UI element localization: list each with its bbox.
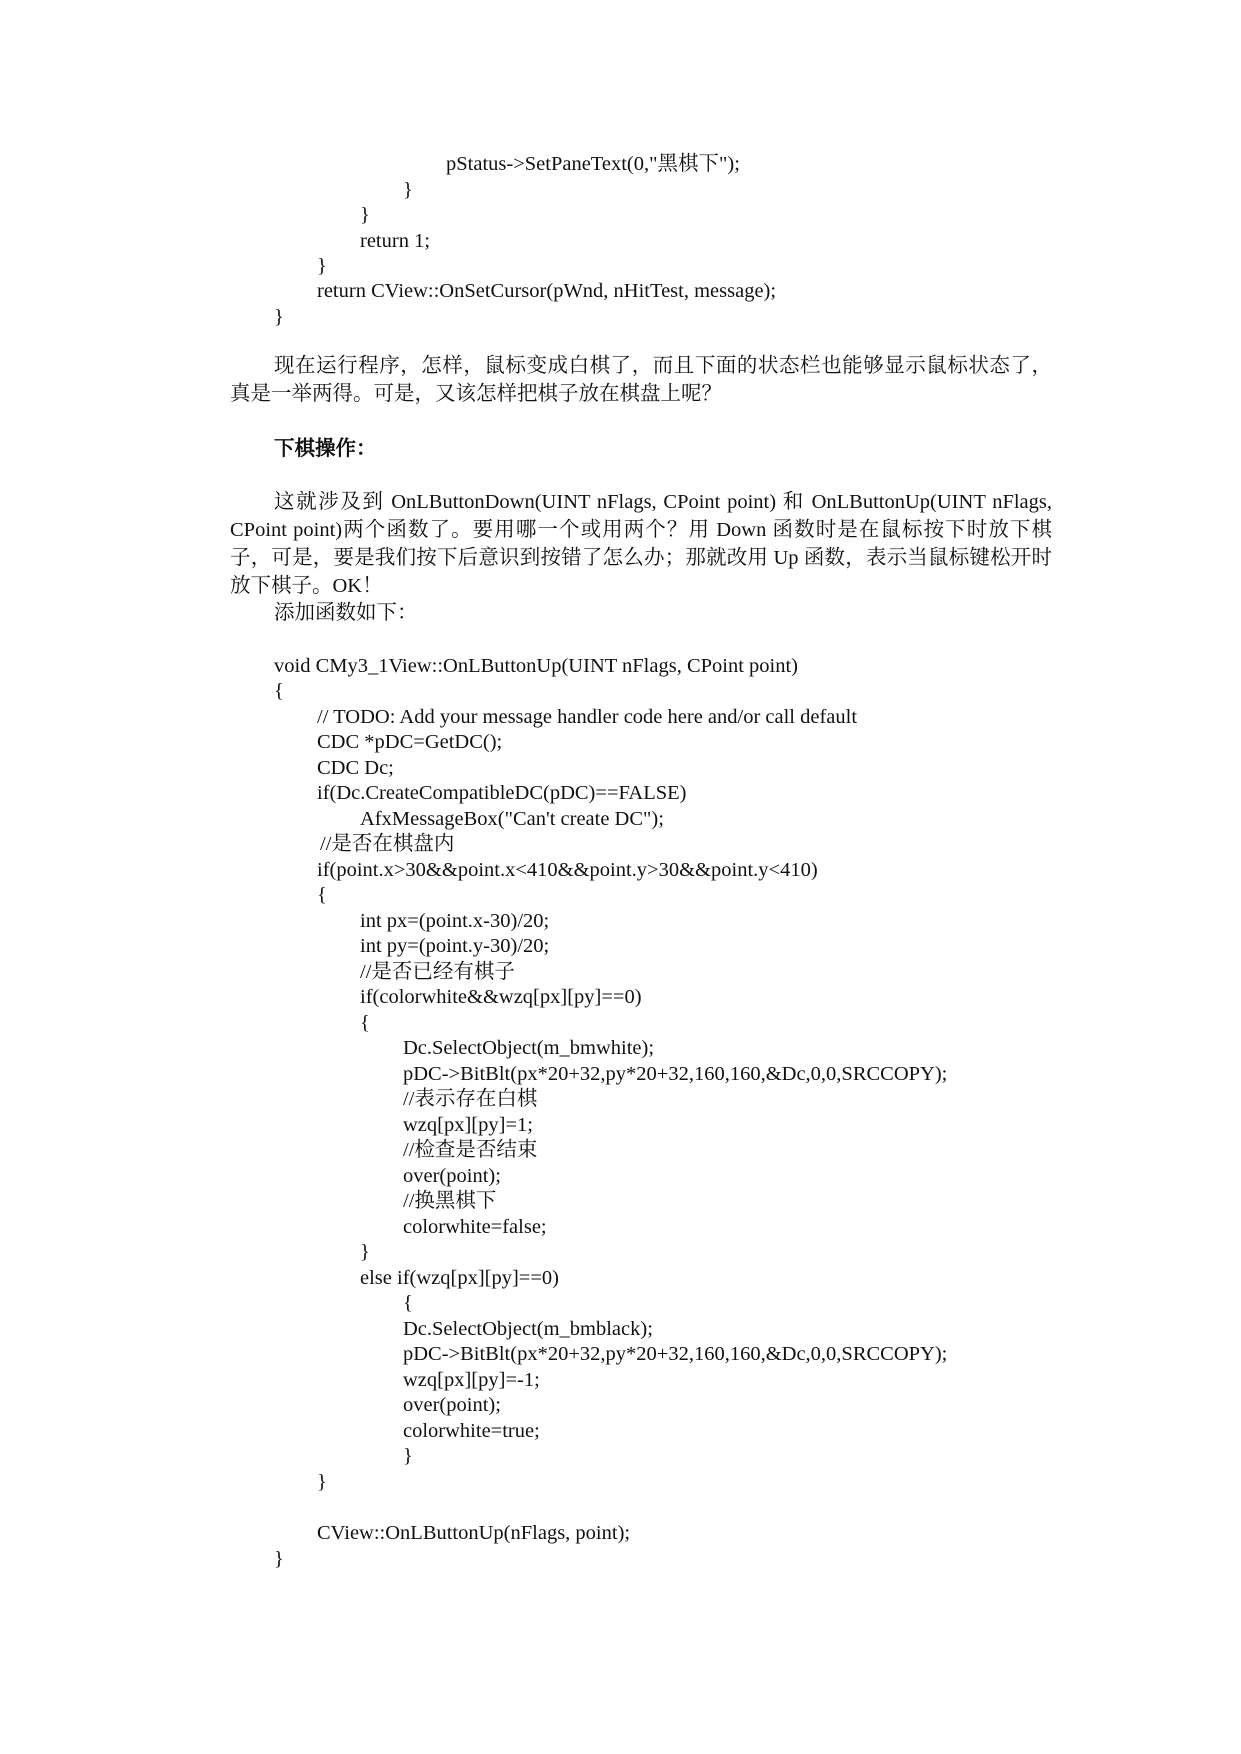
body-paragraph xyxy=(230,352,1052,408)
code-line: over(point); xyxy=(403,1165,501,1187)
code-line: if(colorwhite&&wzq[px][py]==0) xyxy=(360,986,642,1008)
code-line: } xyxy=(274,1548,284,1570)
section-heading: 下棋操作： xyxy=(274,438,377,460)
code-line: } xyxy=(403,179,413,201)
code-line: return CView::OnSetCursor(pWnd, nHitTest, message); xyxy=(317,280,777,302)
code-line: if(Dc.CreateCompatibleDC(pDC)==FALSE) xyxy=(317,782,687,804)
code-line: wzq[px][py]=1; xyxy=(403,1114,533,1136)
paragraph-text: 现在运行程序，怎样，鼠标变成白棋了，而且下面的状态栏也能够显示鼠标状态了，真是一举两得。可是，又该怎样把棋子放在棋盘上呢？ xyxy=(230,355,1052,405)
code-line: { xyxy=(274,680,284,702)
code-line: CDC *pDC=GetDC(); xyxy=(317,731,503,753)
code-line: pDC->BitBlt(px*20+32,py*20+32,160,160,&Dc,0,0,SRCCOPY); xyxy=(403,1063,948,1085)
code-line: } xyxy=(317,255,327,277)
code-line: //是否已经有棋子 xyxy=(360,961,515,983)
code-line: pStatus->SetPaneText(0,"黑棋下"); xyxy=(446,153,740,175)
body-paragraph xyxy=(230,488,1052,600)
code-line: CDC Dc; xyxy=(317,757,394,779)
code-line: Dc.SelectObject(m_bmblack); xyxy=(403,1318,653,1340)
code-line: } xyxy=(360,1241,370,1263)
code-line: Dc.SelectObject(m_bmwhite); xyxy=(403,1037,655,1059)
code-line: int py=(point.y-30)/20; xyxy=(360,935,550,957)
code-line: colorwhite=true; xyxy=(403,1420,540,1442)
code-line: } xyxy=(274,306,284,328)
code-line: //表示存在白棋 xyxy=(403,1088,538,1110)
body-paragraph: 添加函数如下： xyxy=(274,602,418,624)
code-line: { xyxy=(360,1012,370,1034)
code-line: // TODO: Add your message handler code here and/or call default xyxy=(317,706,858,728)
code-line: if(point.x>30&&point.x<410&&point.y>30&&point.y<410) xyxy=(317,859,818,881)
code-line: } xyxy=(403,1445,413,1467)
code-line: pDC->BitBlt(px*20+32,py*20+32,160,160,&Dc,0,0,SRCCOPY); xyxy=(403,1343,948,1365)
code-line: //是否在棋盘内 xyxy=(320,833,455,855)
code-line: { xyxy=(403,1292,413,1314)
code-line: over(point); xyxy=(403,1394,501,1416)
code-line: int px=(point.x-30)/20; xyxy=(360,910,550,932)
code-line: CView::OnLButtonUp(nFlags, point); xyxy=(317,1522,631,1544)
code-line: wzq[px][py]=-1; xyxy=(403,1369,540,1391)
code-line: void CMy3_1View::OnLButtonUp(UINT nFlags, CPoint point) xyxy=(274,655,799,677)
code-line: //换黑棋下 xyxy=(403,1190,497,1212)
code-line: else if(wzq[px][py]==0) xyxy=(360,1267,560,1289)
code-line: //检查是否结束 xyxy=(403,1139,538,1161)
code-line: } xyxy=(360,204,370,226)
code-line: { xyxy=(317,884,327,906)
code-line: colorwhite=false; xyxy=(403,1216,547,1238)
paragraph-text: 这就涉及到 OnLButtonDown(UINT nFlags, CPoint point) 和 OnLButtonUp(UINT nFlags, CPoint point)两个函数了。要用哪一个或用两个？用 Down 函数时是在鼠标按下时放下棋子，可是，要是我们按下后意识到按错了怎么办；那就改用 Up 函数，表示当鼠标键松开时放下棋子。OK！ xyxy=(230,491,1052,597)
code-line: return 1; xyxy=(360,230,431,252)
code-line: } xyxy=(317,1471,327,1493)
code-line: AfxMessageBox("Can't create DC"); xyxy=(360,808,664,830)
